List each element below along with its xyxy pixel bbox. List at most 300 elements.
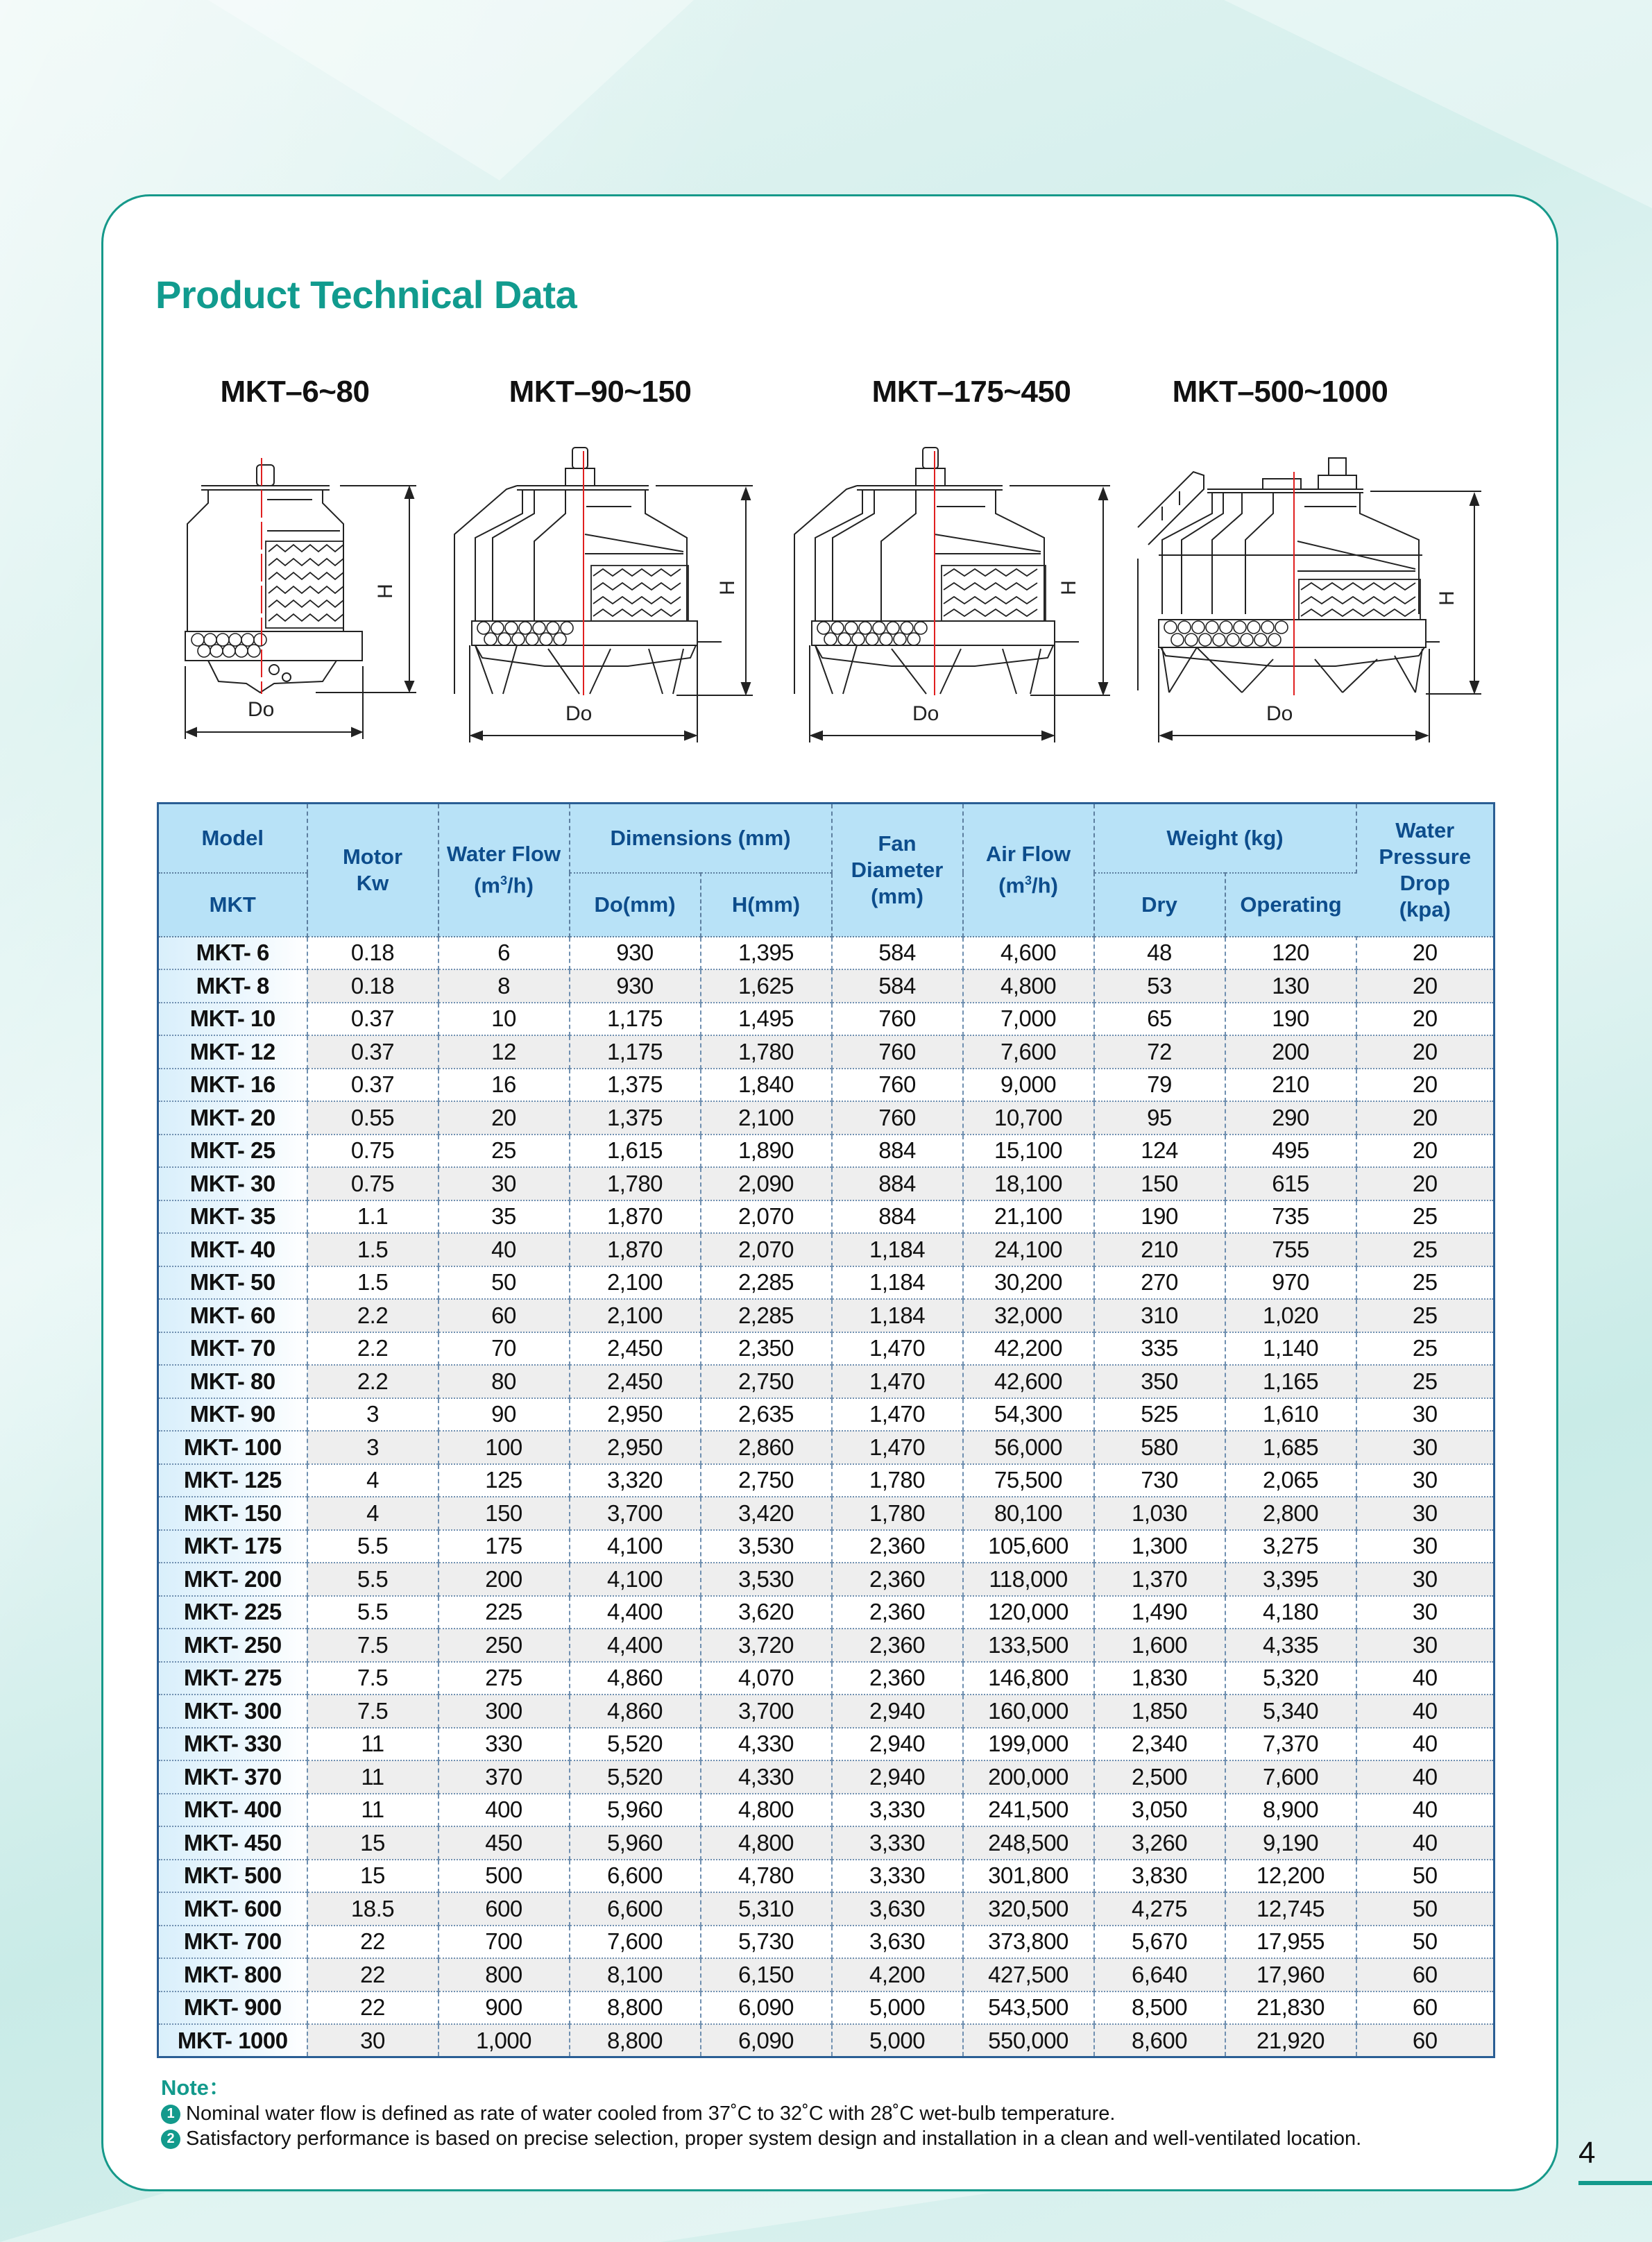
cell-weight-operating: 21,920	[1225, 2024, 1356, 2057]
cell-fan-diameter: 2,360	[832, 1596, 963, 1629]
cell-water-pressure-drop: 25	[1356, 1200, 1495, 1234]
cell-water-flow: 6	[438, 937, 570, 970]
cell-water-pressure-drop: 30	[1356, 1530, 1495, 1563]
cell-water-pressure-drop: 20	[1356, 1101, 1495, 1135]
table-row	[158, 1332, 1495, 1366]
cell-air-flow: 7,600	[963, 1035, 1094, 1069]
cell-fan-diameter: 884	[832, 1135, 963, 1168]
cell-motor-kw: 5.5	[307, 1530, 438, 1563]
cell-air-flow: 427,500	[963, 1958, 1094, 1992]
cell-motor-kw: 2.2	[307, 1332, 438, 1366]
cell-water-pressure-drop: 30	[1356, 1563, 1495, 1596]
cell-motor-kw: 7.5	[307, 1695, 438, 1728]
cell-model: MKT- 40	[158, 1233, 307, 1266]
cell-water-pressure-drop: 20	[1356, 1167, 1495, 1200]
table-row	[158, 2024, 1495, 2057]
header-fan-diameter: Fan Diameter (mm)	[832, 804, 963, 937]
cell-weight-dry: 335	[1094, 1332, 1225, 1366]
cell-water-pressure-drop: 30	[1356, 1464, 1495, 1497]
cell-h-mm: 1,395	[701, 937, 832, 970]
cell-weight-dry: 525	[1094, 1398, 1225, 1432]
cell-do-mm: 930	[570, 969, 701, 1003]
cell-model: MKT- 450	[158, 1826, 307, 1860]
cell-h-mm: 1,840	[701, 1069, 832, 1102]
cell-air-flow: 80,100	[963, 1497, 1094, 1530]
table-row	[158, 1299, 1495, 1332]
cell-water-flow: 8	[438, 969, 570, 1003]
note-item-2	[161, 2128, 1361, 2150]
note-number-badge: 1	[161, 2105, 180, 2124]
cell-do-mm: 930	[570, 937, 701, 970]
cell-fan-diameter: 5,000	[832, 2024, 963, 2057]
cell-air-flow: 160,000	[963, 1695, 1094, 1728]
table-row	[158, 1233, 1495, 1266]
h-dimension-label: H	[1435, 591, 1458, 606]
cell-water-pressure-drop: 30	[1356, 1398, 1495, 1432]
cell-water-flow: 500	[438, 1860, 570, 1893]
cell-model: MKT- 700	[158, 1926, 307, 1959]
cell-weight-operating: 290	[1225, 1101, 1356, 1135]
series-label-4: MKT–500~1000	[1172, 375, 1388, 409]
cell-do-mm: 2,950	[570, 1431, 701, 1464]
cell-h-mm: 1,495	[701, 1003, 832, 1036]
cell-model: MKT- 125	[158, 1464, 307, 1497]
cell-weight-operating: 2,800	[1225, 1497, 1356, 1530]
cell-weight-dry: 79	[1094, 1069, 1225, 1102]
cell-motor-kw: 0.18	[307, 969, 438, 1003]
cell-do-mm: 2,100	[570, 1266, 701, 1300]
header-dry: Dry	[1094, 873, 1225, 937]
cell-water-flow: 100	[438, 1431, 570, 1464]
header-model-sub: MKT	[158, 873, 307, 937]
do-dimension-label: Do	[1266, 702, 1293, 725]
cell-h-mm: 2,750	[701, 1365, 832, 1398]
cell-do-mm: 5,520	[570, 1728, 701, 1761]
cell-weight-operating: 2,065	[1225, 1464, 1356, 1497]
cell-fan-diameter: 1,470	[832, 1398, 963, 1432]
table-row	[158, 1563, 1495, 1596]
cell-do-mm: 1,870	[570, 1200, 701, 1234]
cell-h-mm: 6,090	[701, 1992, 832, 2025]
cell-water-flow: 20	[438, 1101, 570, 1135]
cell-weight-dry: 48	[1094, 937, 1225, 970]
cell-air-flow: 24,100	[963, 1233, 1094, 1266]
cell-weight-operating: 21,830	[1225, 1992, 1356, 2025]
cell-air-flow: 301,800	[963, 1860, 1094, 1893]
cell-motor-kw: 0.75	[307, 1167, 438, 1200]
header-model: Model	[158, 804, 307, 873]
cell-h-mm: 2,100	[701, 1101, 832, 1135]
cell-water-flow: 370	[438, 1760, 570, 1794]
cell-h-mm: 2,070	[701, 1233, 832, 1266]
cell-air-flow: 10,700	[963, 1101, 1094, 1135]
cell-water-pressure-drop: 25	[1356, 1299, 1495, 1332]
cell-weight-dry: 270	[1094, 1266, 1225, 1300]
cell-h-mm: 2,285	[701, 1299, 832, 1332]
cell-water-pressure-drop: 40	[1356, 1826, 1495, 1860]
cell-weight-operating: 17,955	[1225, 1926, 1356, 1959]
cell-model: MKT- 275	[158, 1662, 307, 1695]
background-shard	[0, 2193, 1652, 2242]
cell-air-flow: 248,500	[963, 1826, 1094, 1860]
table-row	[158, 1365, 1495, 1398]
note-text: Satisfactory performance is based on precise selection, proper system design and installation in a clean and well-ventilated location.	[186, 2128, 1362, 2150]
header-air-flow: Air Flow $(m^3/h)$	[963, 804, 1094, 937]
cell-model: MKT- 300	[158, 1695, 307, 1728]
cell-weight-dry: 72	[1094, 1035, 1225, 1069]
cell-water-pressure-drop: 60	[1356, 1958, 1495, 1992]
cell-water-flow: 400	[438, 1794, 570, 1827]
cell-weight-operating: 7,370	[1225, 1728, 1356, 1761]
cell-water-flow: 330	[438, 1728, 570, 1761]
cell-model: MKT- 400	[158, 1794, 307, 1827]
cell-do-mm: 8,100	[570, 1958, 701, 1992]
cell-model: MKT- 370	[158, 1760, 307, 1794]
cell-water-pressure-drop: 50	[1356, 1926, 1495, 1959]
cell-h-mm: 2,350	[701, 1332, 832, 1366]
table-row	[158, 1662, 1495, 1695]
table-row	[158, 1266, 1495, 1300]
cell-water-flow: 12	[438, 1035, 570, 1069]
cell-water-flow: 60	[438, 1299, 570, 1332]
cell-weight-operating: 200	[1225, 1035, 1356, 1069]
cell-h-mm: 5,310	[701, 1892, 832, 1926]
cell-weight-operating: 970	[1225, 1266, 1356, 1300]
cell-water-flow: 800	[438, 1958, 570, 1992]
cell-water-flow: 600	[438, 1892, 570, 1926]
cell-air-flow: 241,500	[963, 1794, 1094, 1827]
table-row	[158, 1464, 1495, 1497]
cell-weight-operating: 3,395	[1225, 1563, 1356, 1596]
cell-model: MKT- 900	[158, 1992, 307, 2025]
cell-weight-operating: 3,275	[1225, 1530, 1356, 1563]
cell-air-flow: 120,000	[963, 1596, 1094, 1629]
cell-motor-kw: 30	[307, 2024, 438, 2057]
cell-motor-kw: 2.2	[307, 1299, 438, 1332]
cell-water-flow: 30	[438, 1167, 570, 1200]
cell-weight-operating: 5,340	[1225, 1695, 1356, 1728]
cell-fan-diameter: 884	[832, 1200, 963, 1234]
cell-do-mm: 5,520	[570, 1760, 701, 1794]
cell-air-flow: 75,500	[963, 1464, 1094, 1497]
cell-air-flow: 15,100	[963, 1135, 1094, 1168]
cell-h-mm: 4,330	[701, 1728, 832, 1761]
background-shard	[1041, 0, 1652, 208]
cell-fan-diameter: 1,184	[832, 1299, 963, 1332]
cell-weight-operating: 9,190	[1225, 1826, 1356, 1860]
cell-fan-diameter: 1,184	[832, 1266, 963, 1300]
cell-water-flow: 225	[438, 1596, 570, 1629]
cell-weight-operating: 1,685	[1225, 1431, 1356, 1464]
cell-motor-kw: 11	[307, 1728, 438, 1761]
cell-model: MKT- 225	[158, 1596, 307, 1629]
cell-weight-dry: 95	[1094, 1101, 1225, 1135]
cell-do-mm: 1,375	[570, 1101, 701, 1135]
cell-fan-diameter: 1,470	[832, 1431, 963, 1464]
cell-do-mm: 4,400	[570, 1596, 701, 1629]
cell-weight-dry: 8,600	[1094, 2024, 1225, 2057]
cell-water-flow: 25	[438, 1135, 570, 1168]
cell-water-flow: 1,000	[438, 2024, 570, 2057]
cell-do-mm: 1,870	[570, 1233, 701, 1266]
cell-do-mm: 7,600	[570, 1926, 701, 1959]
cell-weight-operating: 120	[1225, 937, 1356, 970]
cell-water-flow: 200	[438, 1563, 570, 1596]
table-row	[158, 1760, 1495, 1794]
cell-model: MKT- 150	[158, 1497, 307, 1530]
cell-do-mm: 4,400	[570, 1629, 701, 1662]
table-row	[158, 1135, 1495, 1168]
table-row	[158, 1629, 1495, 1662]
cell-h-mm: 1,625	[701, 969, 832, 1003]
cell-motor-kw: 7.5	[307, 1629, 438, 1662]
cell-water-pressure-drop: 30	[1356, 1431, 1495, 1464]
cell-weight-dry: 730	[1094, 1464, 1225, 1497]
cell-weight-dry: 5,670	[1094, 1926, 1225, 1959]
cell-model: MKT- 25	[158, 1135, 307, 1168]
cell-fan-diameter: 1,780	[832, 1464, 963, 1497]
background-shard	[208, 0, 694, 180]
cell-air-flow: 4,800	[963, 969, 1094, 1003]
cell-fan-diameter: 2,360	[832, 1629, 963, 1662]
header-motor: Motor Kw	[307, 804, 438, 937]
cell-weight-operating: 8,900	[1225, 1794, 1356, 1827]
cell-motor-kw: 2.2	[307, 1365, 438, 1398]
table-row	[158, 1728, 1495, 1761]
cell-fan-diameter: 1,470	[832, 1332, 963, 1366]
cell-weight-dry: 1,030	[1094, 1497, 1225, 1530]
cell-motor-kw: 3	[307, 1431, 438, 1464]
cell-fan-diameter: 760	[832, 1035, 963, 1069]
cell-fan-diameter: 2,360	[832, 1530, 963, 1563]
cell-weight-dry: 1,370	[1094, 1563, 1225, 1596]
cooling-tower-diagram-large	[787, 437, 1121, 742]
cell-do-mm: 2,950	[570, 1398, 701, 1432]
cell-weight-dry: 3,050	[1094, 1794, 1225, 1827]
cell-air-flow: 4,600	[963, 937, 1094, 970]
cell-model: MKT- 250	[158, 1629, 307, 1662]
cell-air-flow: 42,600	[963, 1365, 1094, 1398]
cell-model: MKT- 90	[158, 1398, 307, 1432]
cell-weight-dry: 350	[1094, 1365, 1225, 1398]
cell-weight-operating: 755	[1225, 1233, 1356, 1266]
cell-fan-diameter: 584	[832, 969, 963, 1003]
cell-model: MKT- 1000	[158, 2024, 307, 2057]
cell-model: MKT- 10	[158, 1003, 307, 1036]
cell-motor-kw: 7.5	[307, 1662, 438, 1695]
cell-weight-operating: 7,600	[1225, 1760, 1356, 1794]
cell-water-flow: 80	[438, 1365, 570, 1398]
series-label-2: MKT–90~150	[509, 375, 692, 409]
table-row	[158, 937, 1495, 970]
cell-weight-operating: 130	[1225, 969, 1356, 1003]
cell-weight-dry: 4,275	[1094, 1892, 1225, 1926]
table-row	[158, 1398, 1495, 1432]
table-row	[158, 1958, 1495, 1992]
table-row	[158, 1695, 1495, 1728]
cell-air-flow: 199,000	[963, 1728, 1094, 1761]
table-row	[158, 1069, 1495, 1102]
cell-weight-operating: 1,140	[1225, 1332, 1356, 1366]
cell-model: MKT- 500	[158, 1860, 307, 1893]
cell-do-mm: 1,780	[570, 1167, 701, 1200]
cell-fan-diameter: 2,940	[832, 1728, 963, 1761]
cell-h-mm: 1,890	[701, 1135, 832, 1168]
cell-fan-diameter: 3,330	[832, 1826, 963, 1860]
cell-model: MKT- 70	[158, 1332, 307, 1366]
cell-model: MKT- 100	[158, 1431, 307, 1464]
cell-weight-operating: 12,745	[1225, 1892, 1356, 1926]
cell-weight-operating: 5,320	[1225, 1662, 1356, 1695]
technical-data-table	[157, 802, 1495, 2058]
cell-weight-dry: 124	[1094, 1135, 1225, 1168]
cell-water-flow: 150	[438, 1497, 570, 1530]
cooling-tower-diagram-medium	[448, 437, 767, 742]
cell-water-flow: 125	[438, 1464, 570, 1497]
cell-fan-diameter: 1,780	[832, 1497, 963, 1530]
h-dimension-label: H	[1057, 580, 1080, 595]
h-dimension-label: H	[715, 580, 739, 595]
cell-h-mm: 4,800	[701, 1826, 832, 1860]
cell-weight-dry: 3,830	[1094, 1860, 1225, 1893]
cell-h-mm: 3,530	[701, 1530, 832, 1563]
cell-fan-diameter: 760	[832, 1003, 963, 1036]
cell-weight-operating: 190	[1225, 1003, 1356, 1036]
cell-weight-operating: 4,180	[1225, 1596, 1356, 1629]
cell-air-flow: 105,600	[963, 1530, 1094, 1563]
cell-model: MKT- 20	[158, 1101, 307, 1135]
cell-fan-diameter: 584	[832, 937, 963, 970]
cell-fan-diameter: 760	[832, 1101, 963, 1135]
cell-model: MKT- 80	[158, 1365, 307, 1398]
cell-water-flow: 900	[438, 1992, 570, 2025]
cell-do-mm: 5,960	[570, 1794, 701, 1827]
cell-water-pressure-drop: 50	[1356, 1860, 1495, 1893]
cell-do-mm: 5,960	[570, 1826, 701, 1860]
cell-weight-operating: 12,200	[1225, 1860, 1356, 1893]
cell-model: MKT- 8	[158, 969, 307, 1003]
cell-water-pressure-drop: 25	[1356, 1332, 1495, 1366]
do-dimension-label: Do	[248, 698, 275, 721]
cell-motor-kw: 22	[307, 1958, 438, 1992]
cell-air-flow: 320,500	[963, 1892, 1094, 1926]
table-row	[158, 1101, 1495, 1135]
cell-motor-kw: 22	[307, 1992, 438, 2025]
cell-weight-dry: 150	[1094, 1167, 1225, 1200]
cell-h-mm: 3,530	[701, 1563, 832, 1596]
cell-air-flow: 32,000	[963, 1299, 1094, 1332]
cell-h-mm: 2,285	[701, 1266, 832, 1300]
cell-water-flow: 450	[438, 1826, 570, 1860]
cell-model: MKT- 12	[158, 1035, 307, 1069]
cell-do-mm: 3,700	[570, 1497, 701, 1530]
header-dimensions: Dimensions (mm)	[570, 804, 832, 873]
note-number-badge: 2	[161, 2130, 180, 2149]
note-title: Note：	[161, 2075, 230, 2100]
cell-water-flow: 10	[438, 1003, 570, 1036]
cell-do-mm: 6,600	[570, 1860, 701, 1893]
cell-fan-diameter: 2,360	[832, 1662, 963, 1695]
cell-fan-diameter: 2,360	[832, 1563, 963, 1596]
cell-motor-kw: 15	[307, 1826, 438, 1860]
cell-do-mm: 1,175	[570, 1003, 701, 1036]
cell-water-pressure-drop: 30	[1356, 1629, 1495, 1662]
table-row	[158, 1035, 1495, 1069]
header-operating: Operating	[1225, 873, 1356, 937]
cell-model: MKT- 200	[158, 1563, 307, 1596]
cell-weight-operating: 1,165	[1225, 1365, 1356, 1398]
cell-motor-kw: 1.5	[307, 1266, 438, 1300]
cell-water-flow: 70	[438, 1332, 570, 1366]
cell-weight-dry: 1,490	[1094, 1596, 1225, 1629]
cell-do-mm: 8,800	[570, 1992, 701, 2025]
cell-weight-dry: 1,600	[1094, 1629, 1225, 1662]
cell-air-flow: 9,000	[963, 1069, 1094, 1102]
cooling-tower-diagram-xlarge	[1134, 437, 1495, 742]
cell-weight-operating: 495	[1225, 1135, 1356, 1168]
cell-h-mm: 3,620	[701, 1596, 832, 1629]
cell-air-flow: 30,200	[963, 1266, 1094, 1300]
cell-h-mm: 5,730	[701, 1926, 832, 1959]
cell-water-pressure-drop: 40	[1356, 1662, 1495, 1695]
header-h: H(mm)	[701, 873, 832, 937]
cell-do-mm: 3,320	[570, 1464, 701, 1497]
cell-weight-dry: 190	[1094, 1200, 1225, 1234]
cell-motor-kw: 4	[307, 1497, 438, 1530]
cell-h-mm: 3,420	[701, 1497, 832, 1530]
cell-do-mm: 8,800	[570, 2024, 701, 2057]
cell-do-mm: 1,375	[570, 1069, 701, 1102]
cell-do-mm: 2,450	[570, 1365, 701, 1398]
cell-h-mm: 2,070	[701, 1200, 832, 1234]
cell-model: MKT- 30	[158, 1167, 307, 1200]
cell-water-pressure-drop: 30	[1356, 1596, 1495, 1629]
cell-water-pressure-drop: 25	[1356, 1233, 1495, 1266]
cell-water-pressure-drop: 60	[1356, 1992, 1495, 2025]
cell-fan-diameter: 3,630	[832, 1892, 963, 1926]
cell-air-flow: 118,000	[963, 1563, 1094, 1596]
cell-model: MKT- 800	[158, 1958, 307, 1992]
cell-water-flow: 90	[438, 1398, 570, 1432]
cell-air-flow: 550,000	[963, 2024, 1094, 2057]
cell-motor-kw: 0.55	[307, 1101, 438, 1135]
cell-weight-dry: 580	[1094, 1431, 1225, 1464]
table-row	[158, 1530, 1495, 1563]
cell-weight-operating: 615	[1225, 1167, 1356, 1200]
cell-fan-diameter: 3,630	[832, 1926, 963, 1959]
cell-water-pressure-drop: 40	[1356, 1695, 1495, 1728]
cell-fan-diameter: 2,940	[832, 1695, 963, 1728]
cell-motor-kw: 22	[307, 1926, 438, 1959]
cell-h-mm: 2,860	[701, 1431, 832, 1464]
table-row	[158, 1992, 1495, 2025]
note-item-1	[161, 2103, 1115, 2125]
cell-motor-kw: 0.37	[307, 1035, 438, 1069]
cell-h-mm: 2,750	[701, 1464, 832, 1497]
cell-water-flow: 300	[438, 1695, 570, 1728]
cell-weight-dry: 53	[1094, 969, 1225, 1003]
cell-air-flow: 543,500	[963, 1992, 1094, 2025]
cell-air-flow: 54,300	[963, 1398, 1094, 1432]
page-number-underline	[1578, 2181, 1652, 2185]
cell-h-mm: 3,700	[701, 1695, 832, 1728]
header-water-flow: Water Flow $(m^3/h)$	[438, 804, 570, 937]
cell-weight-operating: 735	[1225, 1200, 1356, 1234]
table-row	[158, 1794, 1495, 1827]
note-text: Nominal water flow is defined as rate of water cooled from 37˚C to 32˚C with 28˚C wet-bulb temperature.	[186, 2103, 1116, 2125]
page-number: 4	[1578, 2136, 1596, 2170]
cell-water-pressure-drop: 40	[1356, 1794, 1495, 1827]
